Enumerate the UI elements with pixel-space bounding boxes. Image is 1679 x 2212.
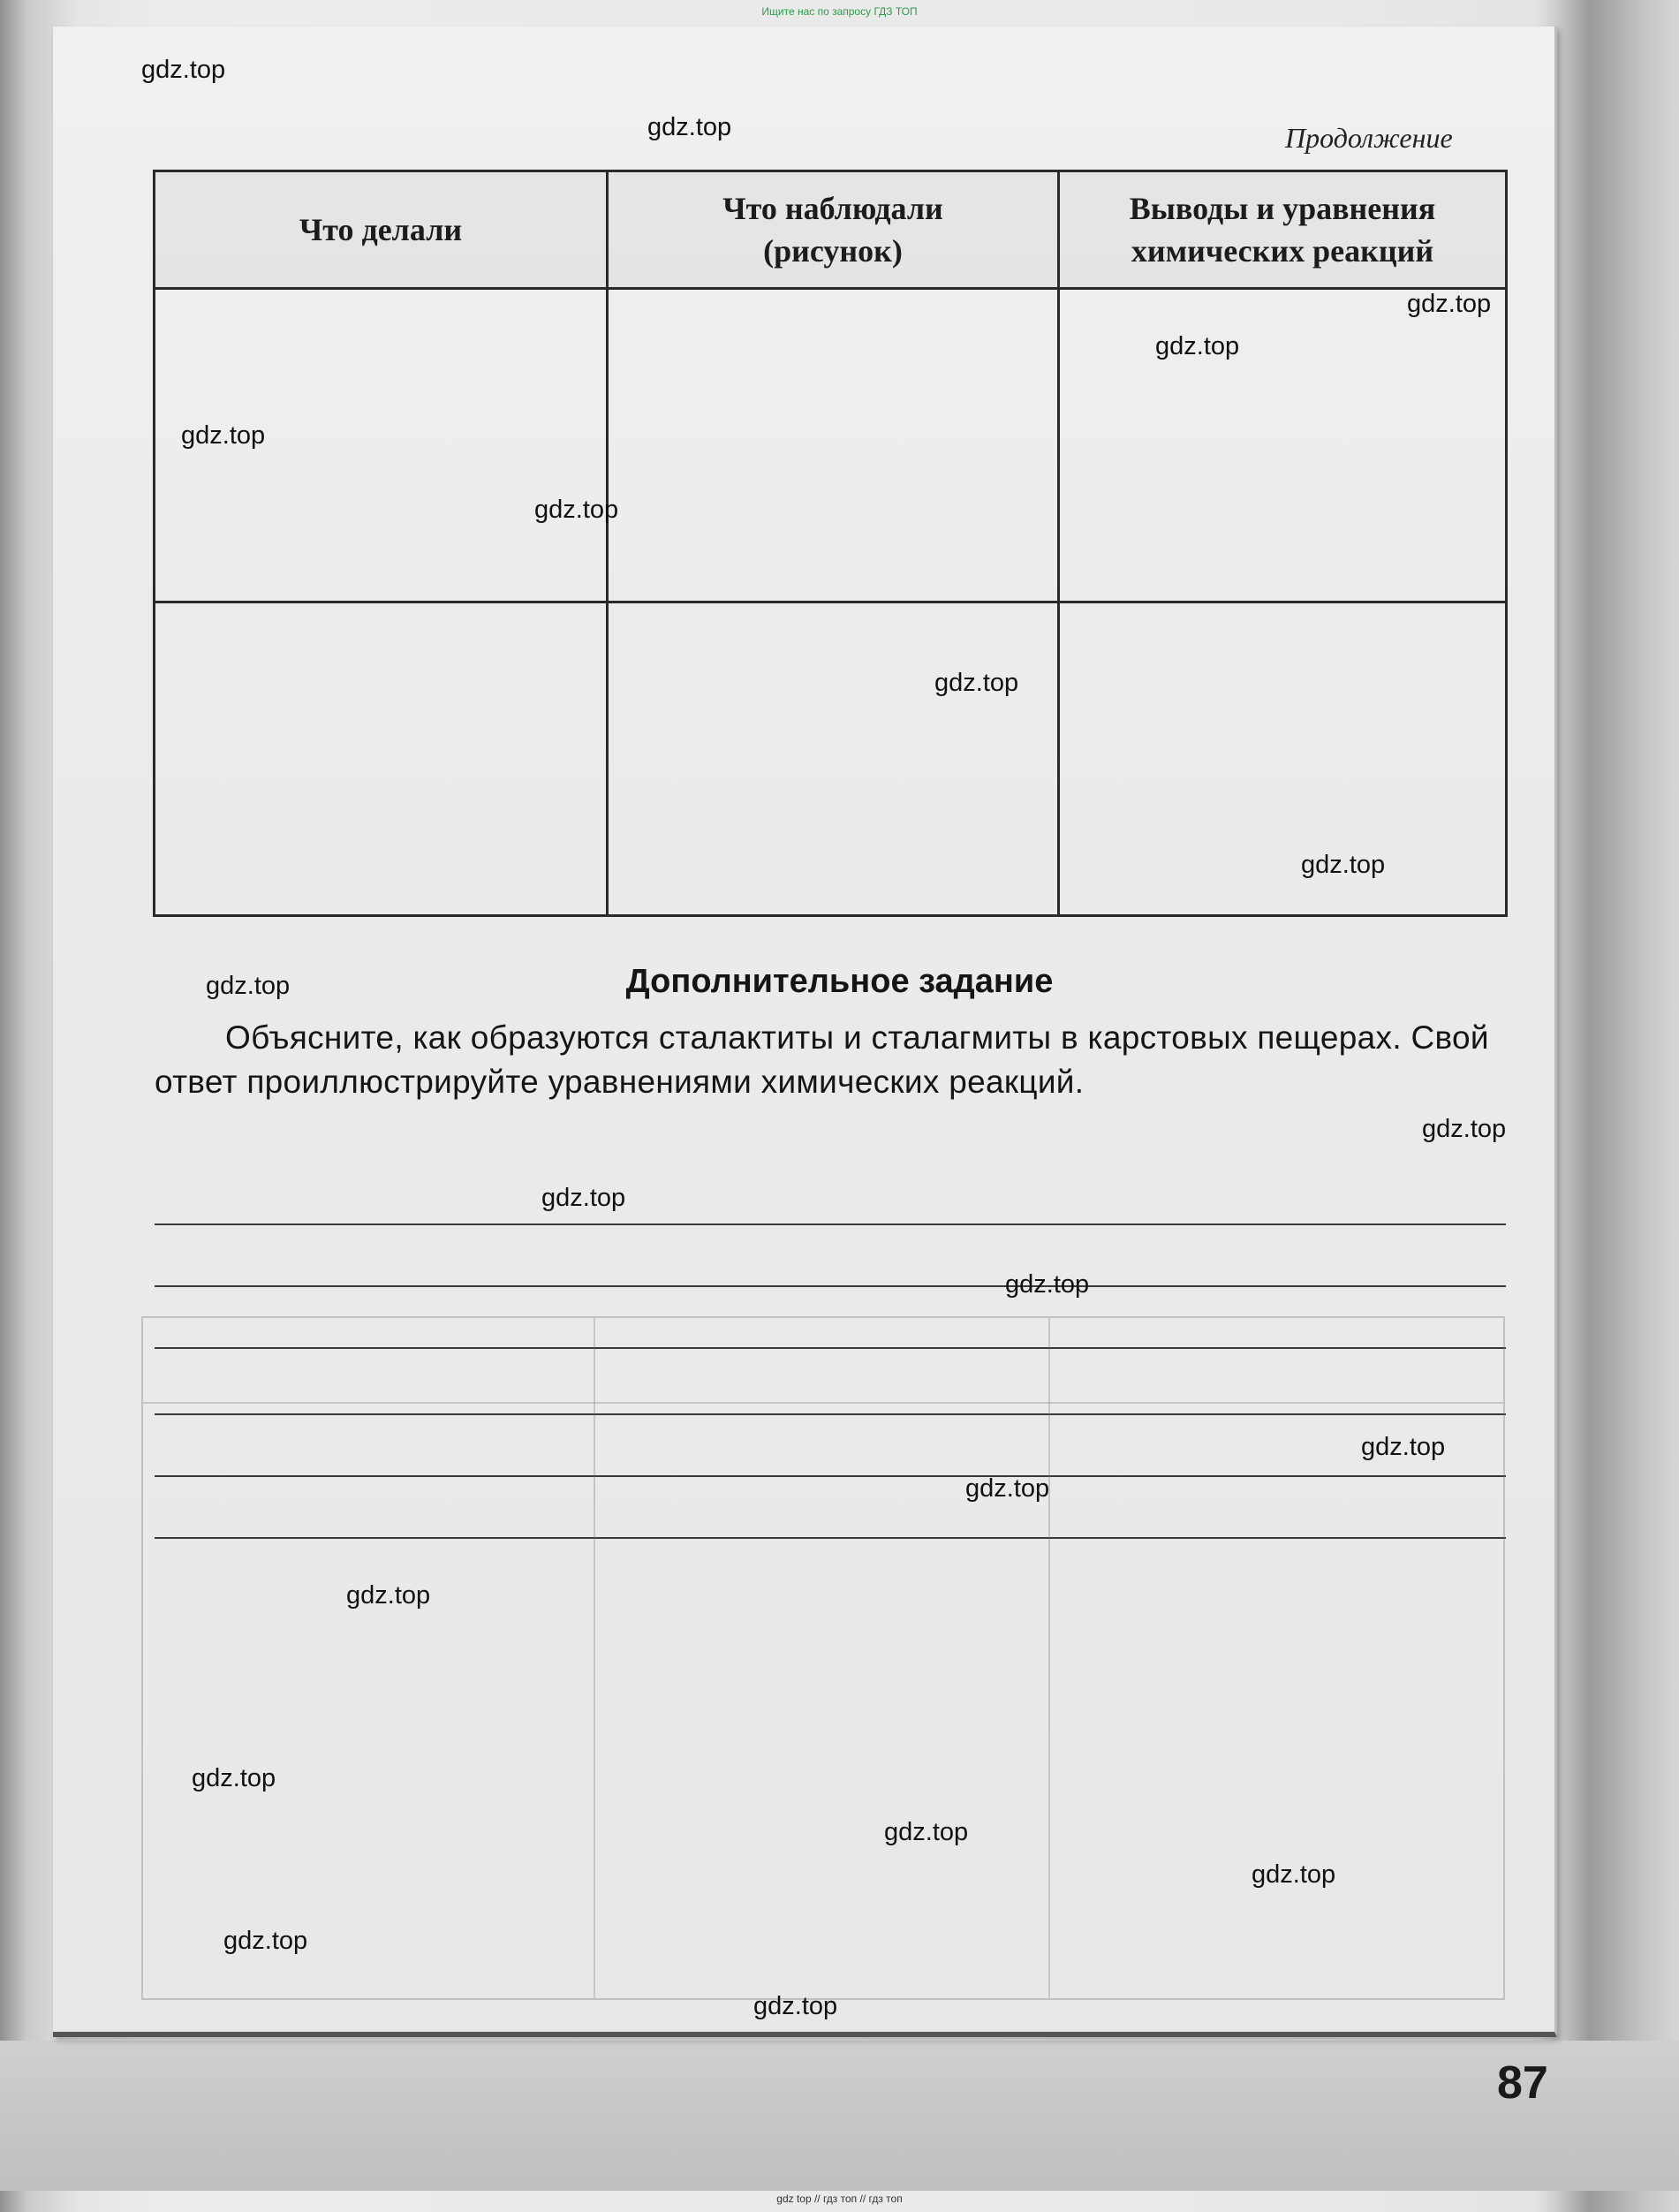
watermark: gdz.top [1422, 1115, 1507, 1143]
answer-line[interactable] [155, 1285, 1506, 1287]
watermark: gdz.top [1252, 1860, 1336, 1889]
table-cell[interactable] [608, 289, 1059, 602]
watermark: gdz.top [141, 56, 226, 84]
faint-divider [1048, 1318, 1050, 1998]
faint-divider [143, 1402, 1503, 1404]
answer-area[interactable] [141, 1316, 1505, 2000]
faint-divider [594, 1318, 595, 1998]
header-what-observed [608, 171, 1059, 289]
watermark: gdz.top [541, 1184, 626, 1212]
table-cell[interactable] [608, 602, 1059, 916]
watermark: gdz.top [965, 1474, 1050, 1503]
watermark: gdz.top [1301, 851, 1386, 879]
watermark: gdz.top [181, 421, 266, 450]
watermark: gdz.top [1361, 1433, 1446, 1461]
header-conclusions-text: Выводы и уравнения химических реакций [1129, 191, 1436, 269]
header-conclusions [1059, 171, 1507, 289]
table-header-row [155, 171, 1507, 289]
watermark: gdz.top [192, 1764, 276, 1792]
watermark: gdz.top [1005, 1270, 1090, 1299]
answer-line[interactable] [155, 1223, 1506, 1225]
watermark: gdz.top [934, 669, 1019, 697]
watermark: gdz.top [1155, 332, 1240, 360]
watermark: gdz.top [223, 1927, 308, 1955]
watermark: gdz.top [206, 972, 291, 1000]
watermark: gdz.top [346, 1581, 431, 1610]
extra-task-text: Объясните, как образуются сталактиты и сталагмиты в карстовых пещерах. Свой ответ проиллюстрируйте уравнениями химических реакций. [155, 1019, 1489, 1100]
page-bottom-strip [0, 2041, 1679, 2191]
table-row [155, 289, 1507, 602]
watermark: gdz.top [1407, 290, 1492, 318]
watermark: gdz.top [534, 496, 619, 524]
top-search-link[interactable]: Ищите нас по запросу ГДЗ ТОП [761, 5, 918, 18]
bottom-link[interactable]: gdz top // гдз топ // гдз топ [776, 2193, 903, 2205]
continuation-label: Продолжение [1285, 122, 1453, 154]
header-what-observed-text: Что наблюдали (рисунок) [722, 191, 943, 269]
lab-results-table [153, 170, 1508, 917]
watermark: gdz.top [884, 1818, 969, 1846]
table-cell[interactable] [155, 602, 608, 916]
watermark: gdz.top [647, 113, 732, 141]
watermark: gdz.top [753, 1992, 838, 2020]
extra-task-title: Дополнительное задание [625, 963, 1054, 1000]
page-number: 87 [1497, 2057, 1548, 2109]
table-cell[interactable] [1059, 289, 1507, 602]
header-what-done: Что делали [155, 171, 608, 289]
table-cell[interactable] [1059, 602, 1507, 916]
